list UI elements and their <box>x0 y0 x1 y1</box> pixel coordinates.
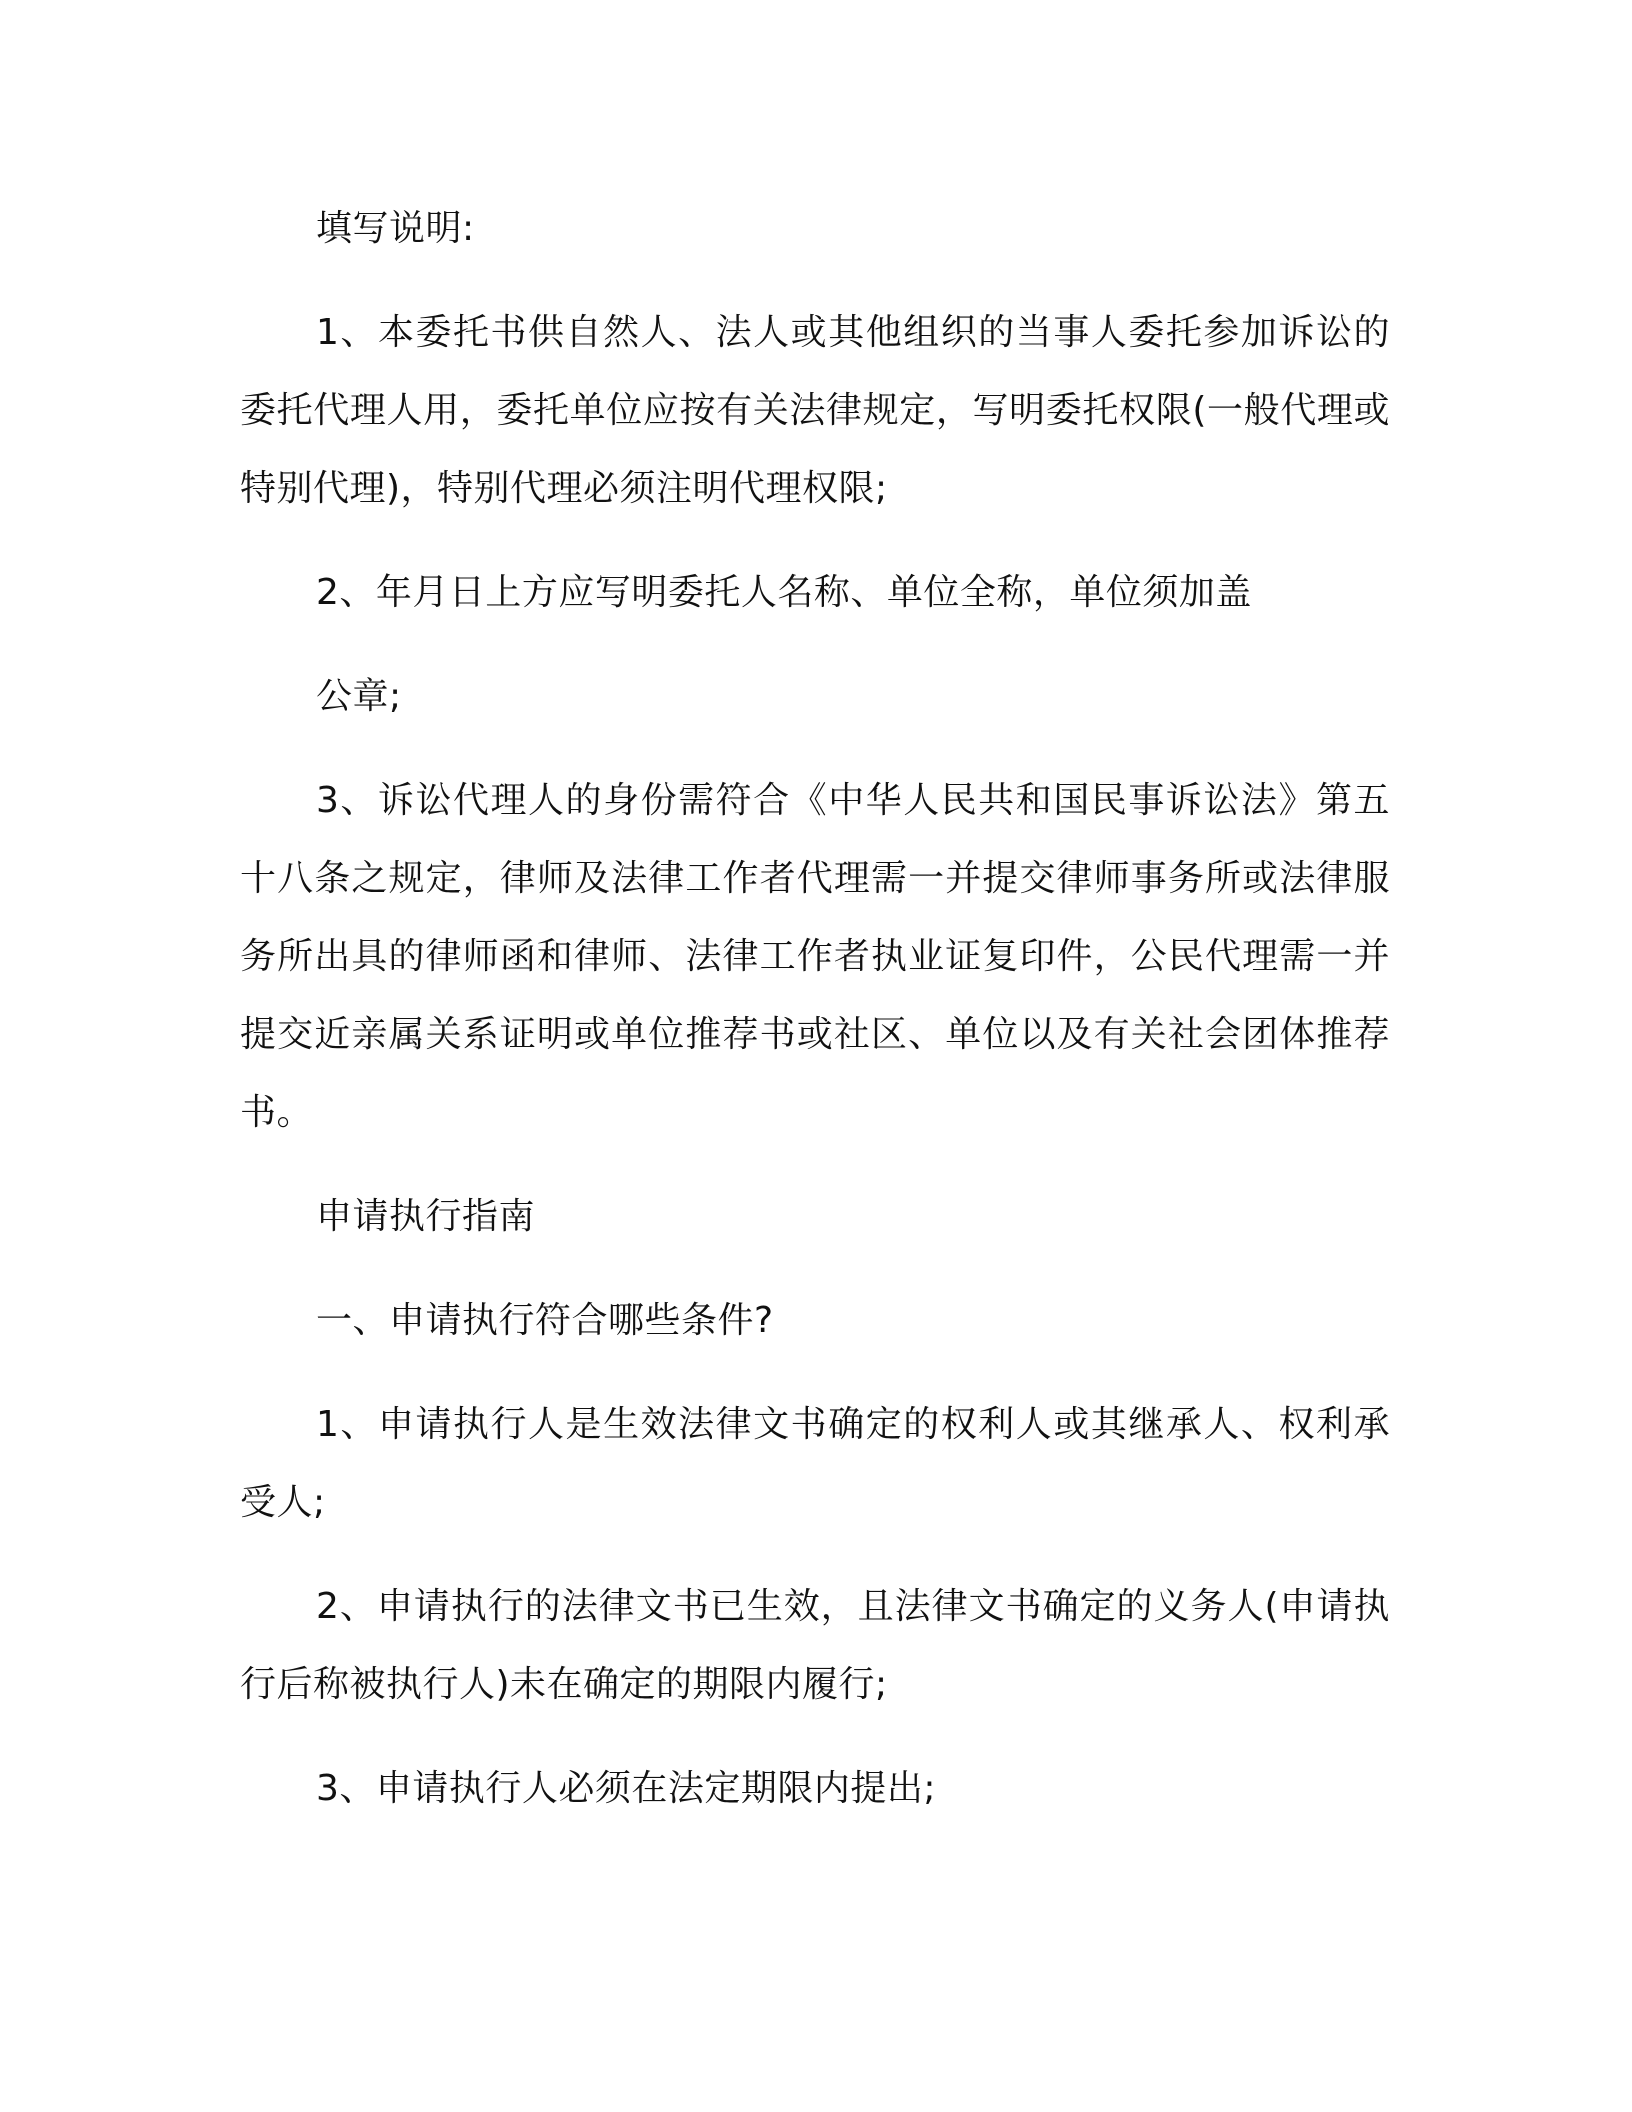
condition-item-3: 3、申请执行人必须在法定期限内提出; <box>316 1768 937 1809</box>
instruction-item-2-continued: 公章; <box>316 676 402 717</box>
instruction-item-1: 1、本委托书供自然人、法人或其他组织的当事人委托参加诉讼的委托代理人用，委托单位应按有关法律规定，写明委托权限(一般代理或特别代理)，特别代理必须注明代理权限; <box>240 312 1390 509</box>
guide-section-heading: 一、申请执行符合哪些条件? <box>316 1300 774 1341</box>
instructions-heading: 填写说明: <box>316 208 475 249</box>
document-body <box>240 190 1390 1854</box>
condition-item-2: 2、申请执行的法律文书已生效，且法律文书确定的义务人(申请执行后称被执行人)未在确定的期限内履行; <box>240 1586 1390 1705</box>
instruction-item-3: 3、诉讼代理人的身份需符合《中华人民共和国民事诉讼法》第五十八条之规定，律师及法律工作者代理需一并提交律师事务所或法律服务所出具的律师函和律师、法律工作者执业证复印件，公民代理需一并提交近亲属关系证明或单位推荐书或社区、单位以及有关社会团体推荐书。 <box>240 780 1390 1133</box>
instruction-item-2: 2、年月日上方应写明委托人名称、单位全称，单位须加盖 <box>316 572 1252 613</box>
guide-title: 申请执行指南 <box>316 1196 536 1237</box>
condition-item-1: 1、申请执行人是生效法律文书确定的权利人或其继承人、权利承受人; <box>240 1404 1390 1523</box>
